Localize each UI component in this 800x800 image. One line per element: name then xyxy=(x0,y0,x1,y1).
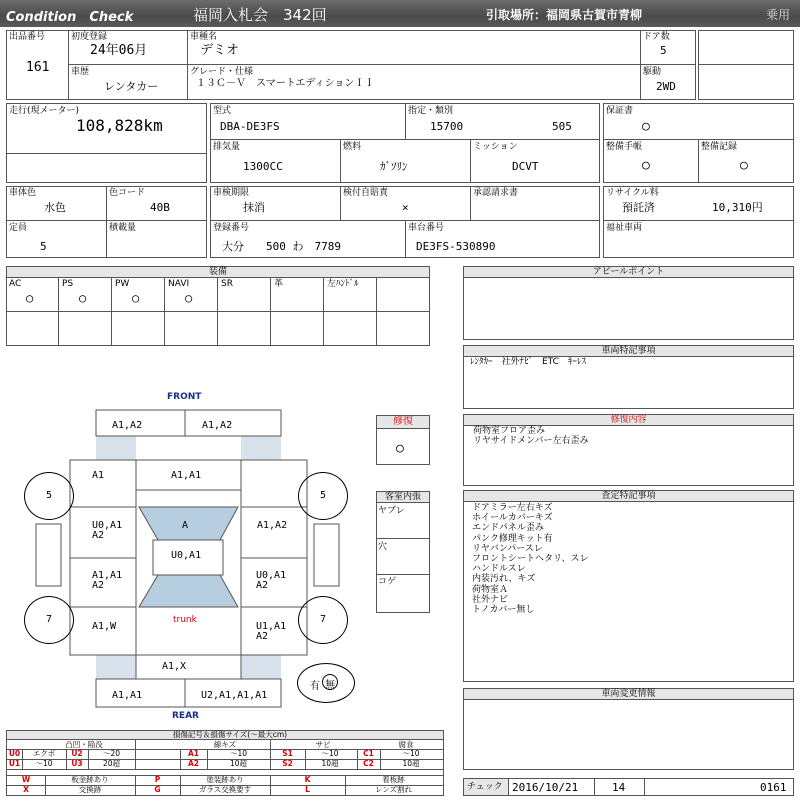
repair-detail-title: 修復内容 xyxy=(464,415,793,426)
legend-row3-5: 着板跡 xyxy=(382,775,405,784)
inspection-note-4: リヤバンパースレ xyxy=(472,543,543,554)
welfare-label: 福祉車両 xyxy=(606,223,643,233)
rear-bumper-left: A1,A1 xyxy=(112,690,143,701)
lot-number: 161 xyxy=(26,60,50,75)
tire-rr-value: 7 xyxy=(320,614,327,625)
auction-title: 福岡入札会 342回 xyxy=(193,6,327,24)
name-label: 車種名 xyxy=(190,32,218,42)
capacity-label: 定員 xyxy=(9,223,28,233)
legend-row4-0: X xyxy=(23,785,29,794)
special-title: 車両特記事項 xyxy=(464,346,793,357)
legend-row3-0: W xyxy=(21,775,31,784)
special-text: ﾚﾝﾀｶｰ 社外ﾅﾋﾞ ETC ｷｰﾚｽ xyxy=(470,357,586,367)
mileage-label: 走行(現メーター) xyxy=(9,106,80,116)
legend-row4-2: G xyxy=(154,785,161,794)
rear-door-right xyxy=(256,571,286,591)
designation-label: 指定・類別 xyxy=(408,106,454,116)
recycle-status: 預託済 xyxy=(622,201,655,214)
legend-row2-6: S2 xyxy=(282,759,293,768)
equip-value-3: ○ xyxy=(185,291,193,305)
inspection-note-5: フロントシートヘタリ、スレ xyxy=(472,554,589,564)
maint-book-value: ○ xyxy=(642,158,650,173)
tire-fl-value: 5 xyxy=(46,490,53,501)
roof: U0,A1 xyxy=(171,550,202,561)
car-outline xyxy=(0,400,460,710)
recycle-fee: 10,310円 xyxy=(712,201,763,214)
legend-row4-4: L xyxy=(305,785,310,794)
quarter-right-l2: A2 xyxy=(256,631,269,642)
repair-value: ○ xyxy=(396,441,404,456)
front-label: FRONT xyxy=(167,392,202,402)
check-code: 0161 xyxy=(760,781,787,794)
drive-value: 2WD xyxy=(656,80,676,93)
tire-rl-value: 7 xyxy=(46,614,53,625)
change-info-title: 車両変更情報 xyxy=(464,689,793,700)
repair-detail-line-1: 荷物室フロア歪み xyxy=(473,426,546,436)
inspection-note-2: エンドパネル歪み xyxy=(472,523,544,534)
legend-row1-8: C1 xyxy=(363,749,374,758)
legend-group-3: 腐食 xyxy=(398,740,414,749)
model-label: 型式 xyxy=(213,106,232,116)
legend-row3-1: 板金跡あり xyxy=(71,775,109,784)
legend-row2-4: A2 xyxy=(187,759,200,768)
mileage-value: 108,828km xyxy=(76,116,163,135)
inspection-note-7: 内装汚れ、キズ xyxy=(472,574,536,585)
check-date: 2016/10/21 xyxy=(512,781,579,794)
title-bar xyxy=(0,0,800,27)
legend-row1-0: U0 xyxy=(8,749,21,758)
capacity-value: 5 xyxy=(40,240,47,253)
equip-label-0: AC xyxy=(9,279,22,289)
equip-label-3: NAVI xyxy=(168,279,190,289)
legend-row1-7: ～10 xyxy=(321,749,339,758)
spare-mark-value: 無 xyxy=(325,680,335,691)
inspection-note-0: ドアミラー左右キズ xyxy=(472,503,553,513)
legend-row2-3: 20超 xyxy=(102,759,121,768)
check-num: 14 xyxy=(612,781,626,794)
legend-row1-9: ～10 xyxy=(402,749,420,758)
category-no-value: 505 xyxy=(552,120,572,133)
maint-record-value: ○ xyxy=(740,158,748,173)
equip-value-0: ○ xyxy=(26,291,34,305)
legend-row1-4: A1 xyxy=(187,749,200,758)
history-label: 車歴 xyxy=(71,67,90,77)
first-reg-value: 24年06月 xyxy=(90,43,148,58)
rear-door-left-l1: A1,A1 xyxy=(92,570,123,581)
color-label: 車体色 xyxy=(9,188,37,198)
warranty-value: ○ xyxy=(642,119,650,134)
inspection-note-1: ホイールカバーキズ xyxy=(472,513,553,524)
check-label: チェック xyxy=(467,782,503,792)
repair-title: 修復 xyxy=(377,416,429,429)
interior-item-1: ヤブレ xyxy=(378,506,405,516)
front-bumper-left: A1,A2 xyxy=(112,420,143,431)
insurance-label: 検付自賠責 xyxy=(343,188,389,198)
doors-value: 5 xyxy=(660,44,667,57)
rear-door-right-l1: U0,A1 xyxy=(256,570,287,581)
equip-label-2: PW xyxy=(115,279,130,289)
inspection-note-8: 荷物室Ａ xyxy=(472,584,509,595)
change-info-box xyxy=(463,688,794,770)
inspection-note-10: トノカバー無し xyxy=(472,605,535,615)
mission-value: DCVT xyxy=(512,160,539,173)
interior-item-2: 穴 xyxy=(378,542,388,552)
color-value: 水色 xyxy=(44,201,66,214)
front-door-left-l2: A2 xyxy=(92,530,105,541)
inspection-label: 車検期限 xyxy=(213,188,250,198)
maint-book-label: 整備手帳 xyxy=(606,142,643,152)
plate-label: 登録番号 xyxy=(213,223,250,233)
equip-label-6: 左ﾊﾝﾄﾞﾙ xyxy=(327,279,359,289)
legend-row1-3: ～20 xyxy=(102,749,121,758)
legend-row2-9: 10超 xyxy=(402,759,420,768)
spare-label: 有 xyxy=(310,681,320,692)
rear-door-right-l2: A2 xyxy=(256,580,269,591)
interior-title: 客室内張 xyxy=(377,492,429,503)
maint-record-label: 整備記録 xyxy=(701,142,738,152)
equip-label-5: 革 xyxy=(274,279,284,289)
inspection-notes-title: 査定特記事項 xyxy=(464,491,793,502)
equip-value-2: ○ xyxy=(132,291,140,305)
drive-label: 駆動 xyxy=(643,67,662,77)
quarter-left: A1,W xyxy=(92,621,117,632)
equip-value-1: ○ xyxy=(79,291,87,305)
pickup-location: 引取場所：福岡県古賀市青柳 xyxy=(486,8,643,22)
plate-value: 大分 500 わ 7789 xyxy=(222,240,341,253)
inspection-value: 抹消 xyxy=(243,201,265,214)
model-value: DBA-DE3FS xyxy=(220,120,280,133)
legend-group-0: 凸凹・陥没 xyxy=(65,740,103,749)
legend-row2-8: C2 xyxy=(363,759,374,768)
legend-row1-6: S1 xyxy=(282,749,293,758)
tire-fr-value: 5 xyxy=(320,490,327,501)
legend-row1-1: エクボ xyxy=(32,749,56,758)
equipment-title: 装備 xyxy=(7,267,429,278)
legend-row3-2: P xyxy=(154,775,161,784)
legend-group-1: 線キズ xyxy=(213,740,237,749)
appeal-title: アピールポイント xyxy=(464,267,793,278)
legend-row2-7: 10超 xyxy=(321,759,339,768)
rear-label: REAR xyxy=(172,711,199,721)
legend-row4-3: ガラス交換要す xyxy=(198,785,252,794)
load-label: 積載量 xyxy=(109,223,137,233)
legend-row4-5: レンズ割れ xyxy=(374,785,413,794)
fuel-label: 燃料 xyxy=(343,142,362,152)
trunk-lid: A1,X xyxy=(162,661,187,672)
rear-door-left-l2: A2 xyxy=(92,580,105,591)
info-block-1-extra xyxy=(698,30,794,100)
legend-row1-5: ～10 xyxy=(229,749,248,758)
quarter-right-l1: U1,A1 xyxy=(256,621,287,632)
inspection-note-6: ハンドルスレ xyxy=(472,564,526,575)
recycle-label: リサイクル料 xyxy=(606,188,659,198)
history-value: レンタカー xyxy=(104,80,159,93)
front-fender-left: A1 xyxy=(92,470,105,481)
displacement-label: 排気量 xyxy=(213,142,241,152)
legend-row2-0: U1 xyxy=(8,759,21,768)
equip-label-1: PS xyxy=(62,279,74,289)
doors-label: ドア数 xyxy=(643,32,670,42)
chassis-label: 車台番号 xyxy=(408,223,445,233)
category-label: 乗用 xyxy=(766,8,791,22)
warranty-label: 保証書 xyxy=(606,106,634,116)
legend-row3-3: 塗装跡あり xyxy=(206,775,244,784)
rear-door-left xyxy=(92,571,122,591)
car-name: デミオ xyxy=(200,43,240,58)
repair-detail-line-2: リヤサイドメンバー左右歪み xyxy=(473,436,589,446)
inspection-note-3: パンク修理キット有 xyxy=(472,533,553,544)
front-door-left xyxy=(92,521,122,541)
displacement-value: 1300CC xyxy=(243,160,283,173)
approval-label: 承認請求書 xyxy=(473,188,519,198)
legend-row2-5: 10超 xyxy=(229,759,248,768)
legend-title: 損傷記号＆損傷サイズ(～最大cm) xyxy=(172,730,288,739)
legend-row1-2: U2 xyxy=(71,749,83,758)
windshield: A xyxy=(182,520,189,531)
first-reg-label: 初度登録 xyxy=(71,32,108,42)
designation-value: 15700 xyxy=(430,120,464,133)
grade-label: グレード・仕様 xyxy=(190,67,254,77)
mission-label: ミッション xyxy=(473,142,518,152)
legend-row3-4: K xyxy=(304,775,311,784)
quarter-right xyxy=(256,622,286,642)
insurance-value: × xyxy=(402,201,409,214)
front-door-left-l1: U0,A1 xyxy=(92,520,123,531)
front-door-right: A1,A2 xyxy=(257,520,288,531)
color-code-label: 色コード xyxy=(109,188,146,198)
legend-row2-2: U3 xyxy=(71,759,83,768)
lot-label: 出品番号 xyxy=(9,32,46,42)
color-code-value: 40B xyxy=(150,201,170,214)
trunk-label: trunk xyxy=(173,615,197,625)
interior-item-3: コゲ xyxy=(378,577,397,587)
legend-row2-1: ～10 xyxy=(35,759,53,768)
rear-bumper-right: U2,A1,A1,A1 xyxy=(201,690,268,701)
equip-label-4: SR xyxy=(221,279,233,289)
legend-group-2: サビ xyxy=(315,740,331,749)
brand-label: Condition Check xyxy=(6,10,134,25)
hood: A1,A1 xyxy=(171,470,202,481)
legend-row4-1: 交換跡 xyxy=(78,785,102,794)
fuel-value: ｶﾞｿﾘﾝ xyxy=(380,160,408,173)
grade-value: １３Ｃ－Ｖ スマートエディションＩＩ xyxy=(196,78,375,89)
inspection-note-9: 社外ナビ xyxy=(472,594,509,605)
chassis-value: DE3FS-530890 xyxy=(416,240,496,253)
front-bumper-right: A1,A2 xyxy=(202,420,233,431)
